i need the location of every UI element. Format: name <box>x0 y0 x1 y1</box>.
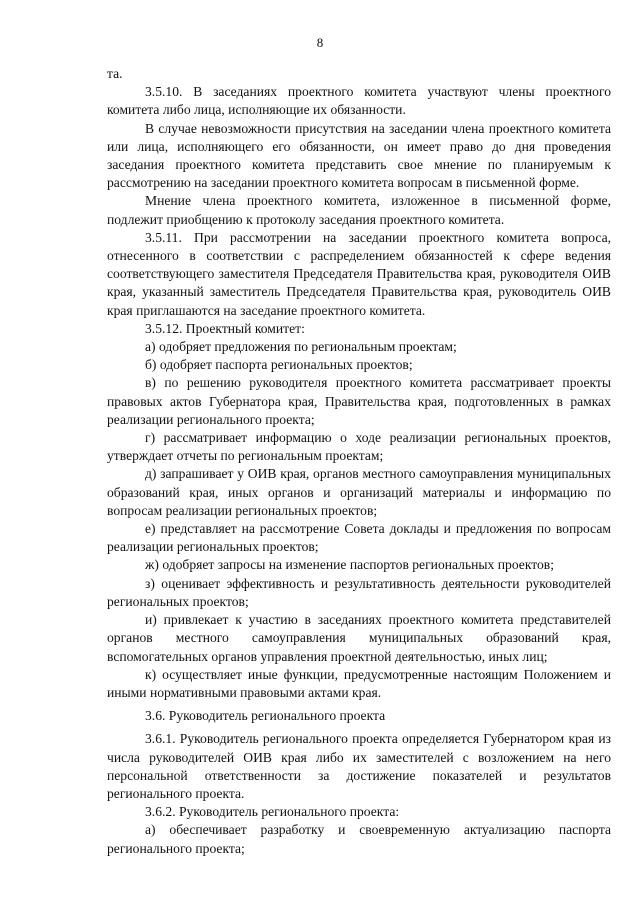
paragraph-written-opinion: Мнение члена проектного комитета, изложенное в письменной форме, подлежит приобщению к протоколу заседания проектного комитета. <box>107 193 611 227</box>
paragraph-3-6-1: 3.6.1. Руководитель регионального проекта определяется Губернатором края из числа руководителей ОИВ края либо их заместителей с возложением на него персональной ответственности за достижение показателей и результатов регионального проекта. <box>107 731 611 801</box>
list-item-a: а) одобряет предложения по региональным проектам; <box>145 339 457 355</box>
list-item-b: б) одобряет паспорта региональных проектов; <box>145 357 413 373</box>
paragraph-3-5-12: 3.5.12. Проектный комитет: <box>145 320 305 336</box>
list-item-k: к) осуществляет иные функции, предусмотренные настоящим Положением и иными нормативными правовыми актами края. <box>107 666 611 700</box>
paragraph-absence-opinion: В случае невозможности присутствия на заседании члена проектного комитета или лица, исполняющего его обязанности, он имеет право до дня проведения заседания проектного комитета представить свое мнение по планируемым к рассмотрению на заседании проектного комитета вопросам в письменной форме. <box>107 120 611 191</box>
list-item-g: г) рассматривает информацию о ходе реализации региональных проектов, утверждает отчеты по региональным проектам; <box>107 430 611 464</box>
page-number: 8 <box>316 35 324 50</box>
list-item-d: д) запрашивает у ОИВ края, органов местного самоуправления муниципальных образований края, иных органов и организаций материалы и информацию по вопросам реализации региональных проектов; <box>107 466 611 518</box>
list-item-zh: ж) одобряет запросы на изменение паспортов региональных проектов; <box>145 557 555 573</box>
paragraph-3-6-2: 3.6.2. Руководитель регионального проекта: <box>145 804 400 820</box>
list-item-e: е) представляет на рассмотрение Совета доклады и предложения по вопросам реализации региональных проектов; <box>107 521 611 555</box>
list-item-i: и) привлекает к участию в заседаниях проектного комитета представителей органов местного самоуправления муниципальных образований края, вспомогательных органов управления проектной деятельностью, иных лиц; <box>107 612 611 664</box>
list-item-z: з) оценивает эффективность и результативность деятельности руководителей региональных проектов; <box>107 575 611 609</box>
paragraph-3-5-11: 3.5.11. При рассмотрении на заседании проектного комитета вопроса, отнесенного в соответствии с распределением обязанностей к сфере ведения соответствующего заместителя Председателя Правительства края, руководителя ОИВ края, указанный заместитель Председателя Правительства края, руководитель ОИВ края приглашаются на заседание проектного комитета. <box>107 229 611 318</box>
paragraph-continuation: та. <box>107 66 123 81</box>
list-item-a-passport: а) обеспечивает разработку и своевременную актуализацию паспорта регионального проекта; <box>107 822 611 856</box>
section-heading-3-6: 3.6. Руководитель регионального проекта <box>145 708 386 724</box>
document-body <box>107 65 611 858</box>
list-item-v: в) по решению руководителя проектного комитета рассматривает проекты правовых актов Губернатора края, Правительства края, подготовленных в рамках реализации регионального проекта; <box>107 375 611 427</box>
paragraph-3-5-10: 3.5.10. В заседаниях проектного комитета участвуют члены проектного комитета либо лица, исполняющие их обязанности. <box>107 84 611 118</box>
